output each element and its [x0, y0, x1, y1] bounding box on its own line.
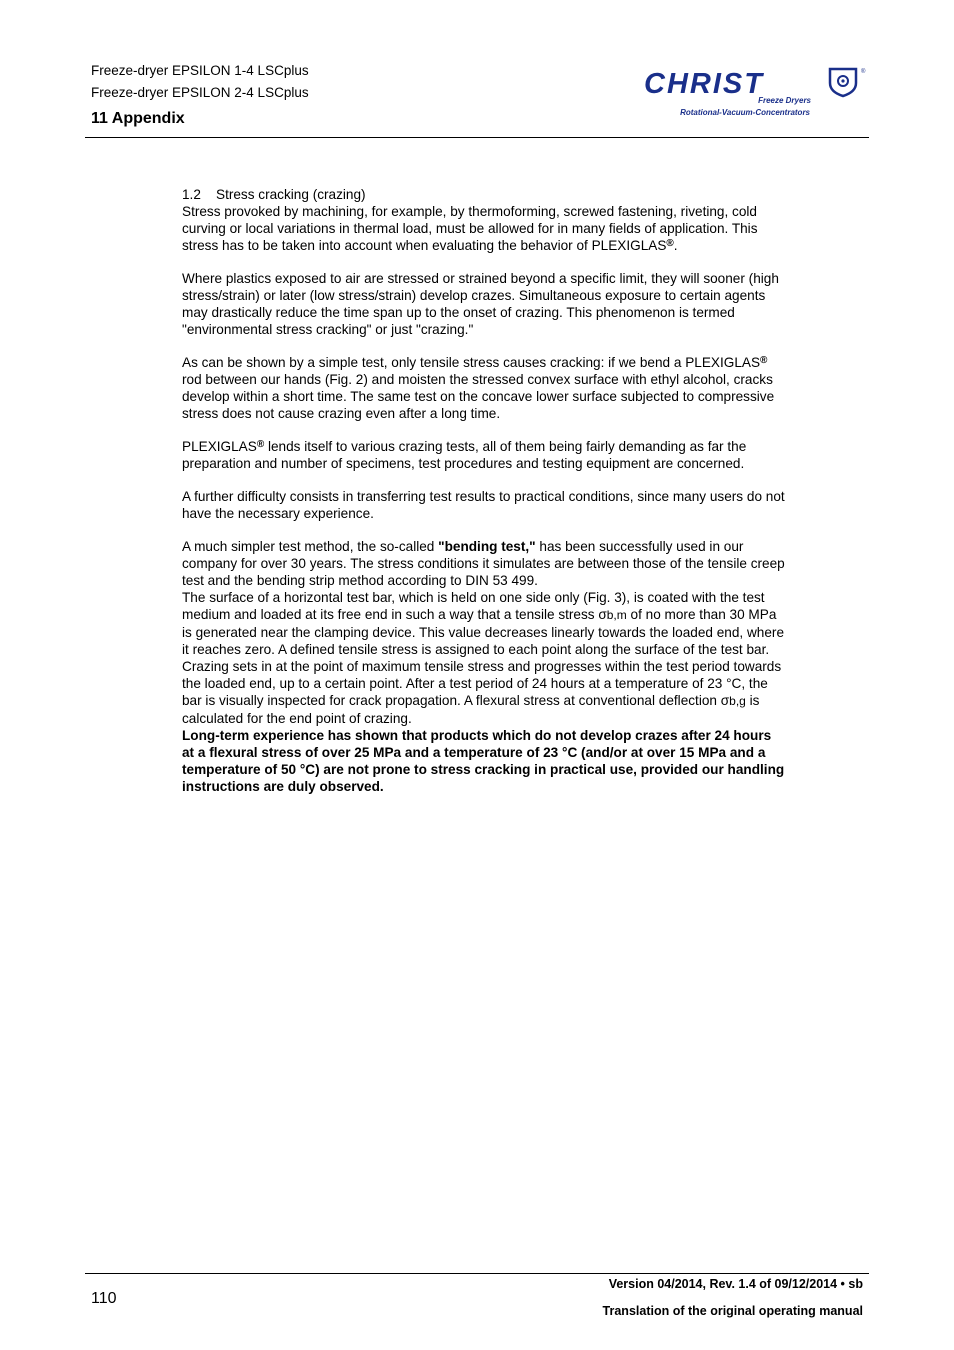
footer-divider [85, 1273, 869, 1274]
logo-subtitle-1: Freeze Dryers [758, 96, 811, 105]
christ-logo [640, 62, 870, 120]
footer-version: Version 04/2014, Rev. 1.4 of 09/12/2014 • sb [608, 1277, 863, 1291]
main-content [182, 186, 786, 795]
header-section-title: 11 Appendix [91, 110, 185, 127]
section-number: 1.2 [182, 187, 201, 202]
paragraph-7: The surface of a horizontal test bar, which is held on one side only (Fig. 3), is coated with the test medium and loaded at its free end in such a way that a tensile stress σb,m of no more than 30 MPa is generated near the clamping device. This value decreases linearly towards the loaded end, where it reaches zero. A defined tensile stress is assigned to each point along the surface of the test bar. Crazing sets in at the point of maximum tensile stress and progresses within the test period towards the loaded end, up to a certain point. After a test period of 24 hours at a temperature of 23 °C, the bar is visually inspected for crack propagation. A flexural stress at conventional deflection σb,g is calculated for the end point of crazing. [182, 590, 785, 726]
header-product-2: Freeze-dryer EPSILON 2-4 LSCplus [91, 85, 309, 100]
header-divider [85, 137, 869, 138]
logo-wordmark: CHRIST [644, 68, 764, 100]
paragraph-6: A much simpler test method, the so-called "bending test," has been successfully used in our company for over 30 years. The stress conditions it simulates are between those of the tensile creep test and the bending strip method according to DIN 53 499. [182, 539, 785, 588]
header-product-1: Freeze-dryer EPSILON 1-4 LSCplus [91, 63, 309, 78]
paragraph-4: PLEXIGLAS® lends itself to various crazing tests, all of them being fairly demanding as far the preparation and number of specimens, test procedures and testing equipment are concerned. [182, 439, 747, 471]
paragraph-5: A further difficulty consists in transferring test results to practical conditions, since many users do not have the necessary experience. [182, 489, 785, 521]
logo-subtitle-2: Rotational-Vacuum-Concentrators [680, 108, 810, 117]
paragraph-3: As can be shown by a simple test, only tensile stress causes cracking: if we bend a PLEXIGLAS® rod between our hands (Fig. 2) and moisten the stressed convex surface with ethyl alcohol, cracks develop within a short time. The same test on the concave lower surface subjected to compressive stress does not cause crazing even after a long time. [182, 355, 775, 421]
logo-emblem-icon [830, 69, 856, 96]
footer-translation: Translation of the original operating manual [602, 1304, 863, 1318]
paragraph-1: Stress provoked by machining, for example, by thermoforming, screwed fastening, riveting, cold curving or local variations in thermal load, must be allowed for in many fields of application. This stress has to be taken into account when evaluating the behavior of PLEXIGLAS®. [182, 204, 758, 253]
paragraph-2: Where plastics exposed to air are stressed or strained beyond a specific limit, they will sooner (high stress/strain) or later (low stress/strain) develop crazes. Simultaneous exposure to certain agents may drastically reduce the time span up to the onset of crazing. This phenomenon is termed "environmental stress cracking" or just "crazing." [182, 271, 779, 337]
paragraph-8: Long-term experience has shown that products which do not develop crazes after 24 hours at a flexural stress of over 25 MPa and a temperature of 23 °C (and/or at over 15 MPa and a temperature of 50 °C) are not prone to stress cracking in practical use, provided our handling instructions are duly observed. [182, 728, 785, 794]
svg-text:®: ® [861, 69, 866, 75]
section-heading [182, 186, 786, 203]
page-number: 110 [91, 1290, 117, 1307]
section-title: Stress cracking (crazing) [216, 187, 366, 202]
